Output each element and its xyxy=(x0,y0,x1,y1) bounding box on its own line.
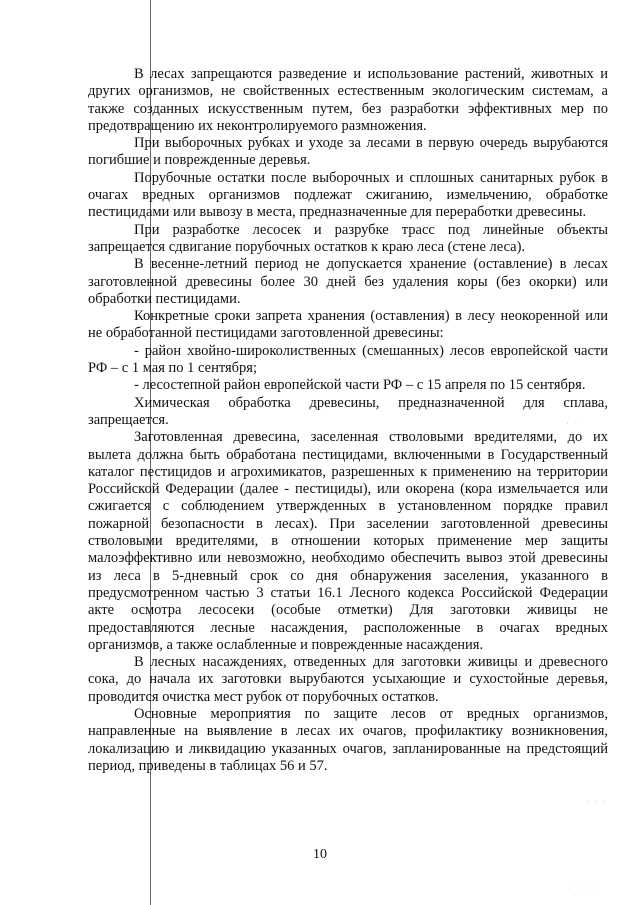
scan-noise: · · · xyxy=(586,798,608,807)
list-item-paragraph xyxy=(88,377,608,394)
scan-noise: · · · · xyxy=(568,884,599,893)
text-run: Конкретные сроки запрета хранения (оставления) в лесу неокоренной или не обработанной пестицидами заготовленной древесины: xyxy=(88,308,608,342)
text-run: - лесостепной район европейской части РФ – с 15 апреля по 15 сентября. xyxy=(134,377,586,394)
text-run: В лесах запрещаются разведение и использование растений, животных и других организмов, не свойственных естественным экологическим системам, а также созданных искусственным путем, без разработки эффективных мер по предотвращению их неконтролируемого размножения. xyxy=(88,66,608,134)
text-run: При разработке лесосек и разрубке трасс под линейные объекты запрещается сдвигание порубочных остатков к краю леса (стене леса). xyxy=(88,221,608,255)
page-number: 10 xyxy=(313,847,327,862)
text-run: При выборочных рубках и уходе за лесами в первую очередь вырубаются погибшие и поврежденные деревья. xyxy=(88,135,608,169)
text-run: Основные мероприятия по защите лесов от вредных организмов, направленные на выявление в лесах их очагов, профилактику возникновения, локализацию и ликвидацию указанных очагов, запланированные на предстоящий период, приведены в таблицах 56 и 57. xyxy=(88,705,608,774)
paragraph xyxy=(88,256,608,308)
text-run: Заготовленная древесина, заселенная стволовыми вредителями, до их вылета должна быть обработана пестицидами, включенными в Государственный каталог пестицидов и агрохимикатов, разрешенных к применению на территории Российской Федерации (далее - пестициды), или окорена (кора измельчается или сжигается с соблюдением утвержденных в установленном порядке правил пожарной безопасности в лесах). При заселении заготовленной древесины стволовыми вредителями, в отношении которых применение мер защиты малоэффективно или невозможно, необходимо обеспечить вывоз этой древесины из леса в 5-дневный срок со дня обнаружения заселения, указанного в предусмотренном частью 3 статьи 16.1 Лесного кодекса Российской Федерации акте осмотра лесосеки (особые отметки) Для заготовки живицы не предоставляются лесные насаждения, расположенные в очагах вредных организмов, а также ослабленные и поврежденные насаждения. xyxy=(88,429,608,653)
paragraph xyxy=(88,222,608,257)
list-item-paragraph xyxy=(88,343,608,378)
text-run: Порубочные остатки после выборочных и сплошных санитарных рубок в очагах вредных организмов подлежат сжиганию, измельчению, обработке пестицидами или вывозу в места, предназначенные для переработки древесины. xyxy=(88,169,608,221)
paragraph xyxy=(88,429,608,654)
paragraph xyxy=(88,66,608,135)
paragraph xyxy=(88,654,608,706)
body-text xyxy=(88,66,608,775)
paragraph xyxy=(88,308,608,343)
text-run: - район хвойно-широколиственных (смешанных) лесов европейской части РФ – с 1 мая по 1 сентября; xyxy=(88,342,608,377)
text-run: Химическая обработка древесины, предназначенной для сплава, запрещается. xyxy=(88,394,608,428)
text-run: В лесных насаждениях, отведенных для заготовки живицы и древесного сока, до начала их заготовки вырубаются усыхающие и сухостойные деревья, проводится очистка мест рубок от порубочных остатков. xyxy=(88,654,608,705)
paragraph xyxy=(88,170,608,222)
paragraph xyxy=(88,135,608,170)
scan-noise: · · xyxy=(566,419,580,428)
text-run: В весенне-летний период не допускается хранение (оставление) в лесах заготовленной древесины более 30 дней без удаления коры (без окорки) или обработки пестицидами. xyxy=(88,256,608,307)
paragraph xyxy=(88,706,608,775)
paragraph xyxy=(88,395,608,430)
